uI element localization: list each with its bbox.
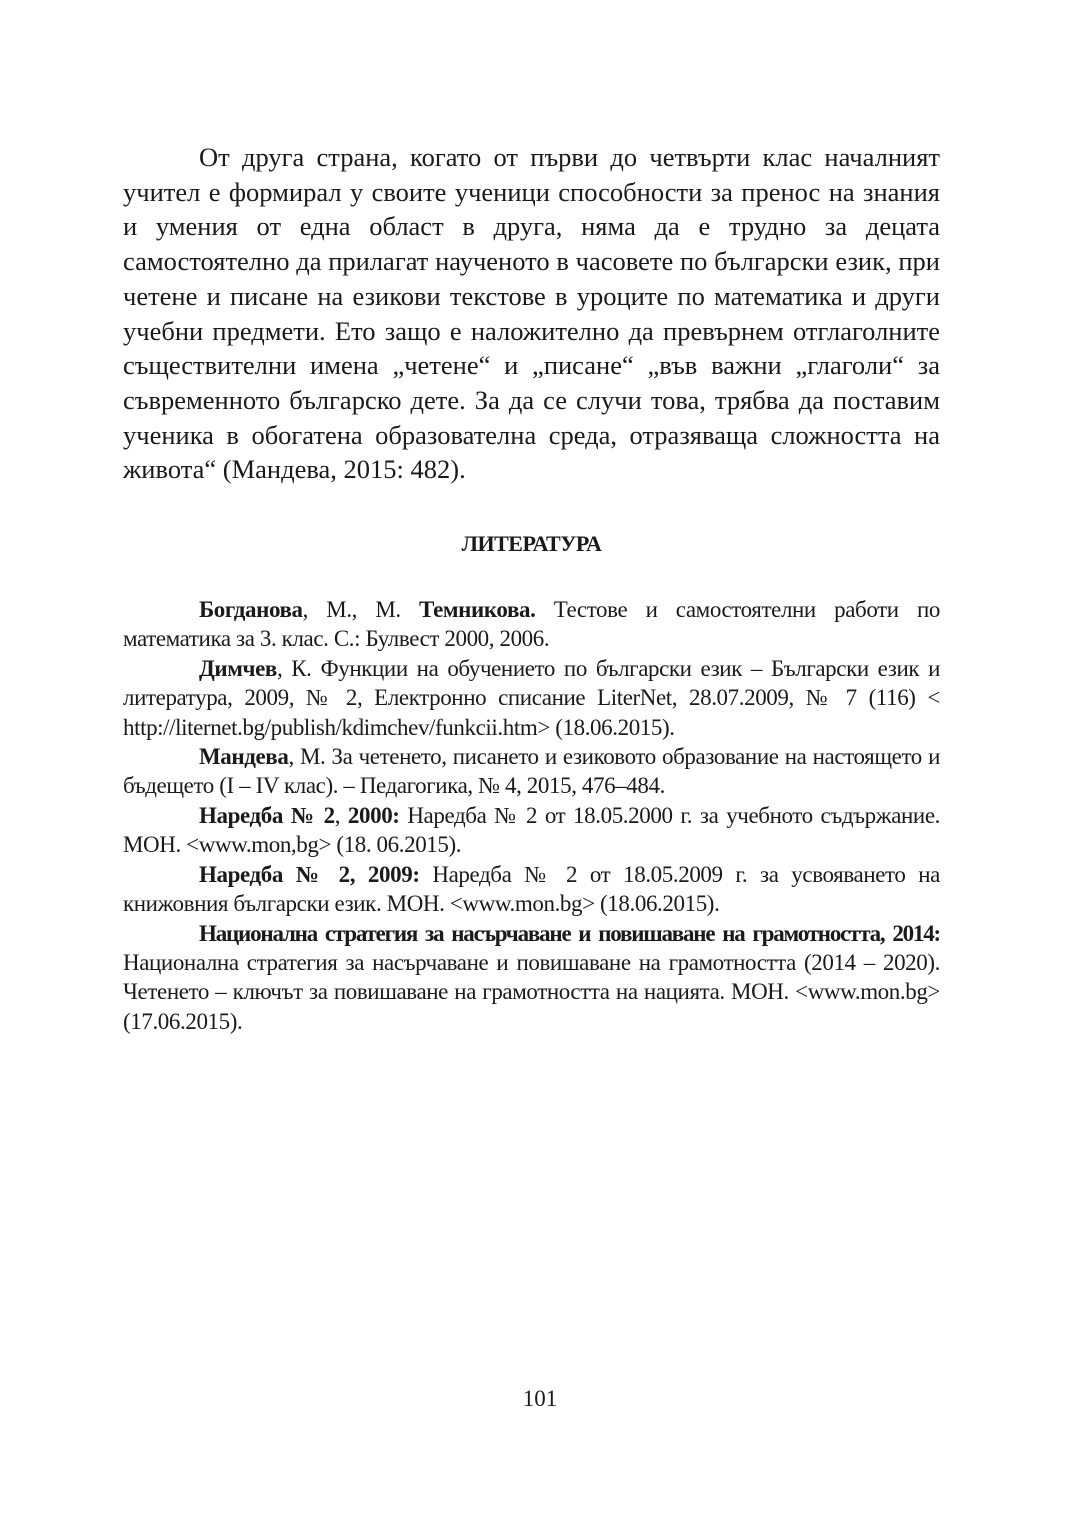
references-heading: ЛИТЕРАТУРА — [461, 531, 602, 557]
page-content — [123, 140, 940, 1036]
reference-item — [123, 801, 940, 860]
reference-year: 2000: — [347, 802, 400, 828]
reference-text: Тестове и самостоятелни работи по математика за 3. клас. С.: Булвест 2000, 2006. — [123, 597, 941, 652]
reference-text: Наредба № 2 от 18.05.2009 г. за усвояването на книжовния български език. МОН. <www.mon.bg> (18.06.2015). — [123, 861, 940, 917]
reference-separator: , — [334, 802, 348, 828]
reference-item — [123, 654, 940, 742]
reference-item — [123, 595, 940, 654]
reference-item — [123, 860, 940, 919]
reference-separator: , М., М. — [302, 597, 420, 623]
reference-author: Национална стратегия за насърчаване и повишаване на грамотността, 2014: — [199, 920, 940, 946]
reference-author: Богданова — [199, 597, 303, 623]
reference-coauthor: Темникова. — [419, 597, 536, 623]
reference-author: Мандева — [199, 744, 289, 770]
reference-text: Национална стратегия за насърчаване и повишаване на грамотността (2014 – 2020). Четенето – ключът за повишаване на грамотността на нацията. МОН. <www.mon.bg> (17.06.2015). — [123, 949, 940, 1034]
reference-author: Наредба № 2, 2009: — [199, 861, 420, 887]
reference-item — [123, 742, 940, 801]
body-paragraph: От друга страна, когато от първи до четвърти клас началният учител е формирал у своите ученици способности за пренос на знания и умения от една област в друга, няма да е трудно за децата самостоятелно да прилагат наученото в часовете по български език, при четене и писане на езикови текстове в уроците по математика и други учебни предмети. Ето защо е наложително да превърнем отглаголните съществителни имена „четене“ и „писане“ „във важни „глаголи“ за съвременното българско дете. За да се случи това, трябва да поставим ученика в обогатена образователна среда, отразяваща сложността на живота“ (Мандева, 2015: 482). — [123, 142, 940, 485]
reference-text: Наредба № 2 от 18.05.2000 г. за учебното съдържание. МОН. <www.mon,bg> (18. 06.2015). — [123, 802, 940, 858]
reference-author: Димчев — [199, 655, 277, 681]
reference-item — [123, 919, 940, 1037]
page-number: 101 — [522, 1386, 558, 1411]
reference-text: , М. За четенето, писането и езиковото образование на настоящето и бъдещето (I – IV клас). – Педагогика, № 4, 2015, 476–484. — [123, 744, 940, 799]
reference-text: , К. Функции на обучението по български език – Български език и литература, 2009, № 2, Електронно списание LiterNet, 28.07.2009, № 7 (116) < http://liternet.bg/publish/kdimchev/funkcii.htm> (18.06.2015). — [123, 655, 940, 740]
reference-author: Наредба № 2 — [199, 802, 335, 828]
references-list — [123, 595, 940, 1036]
